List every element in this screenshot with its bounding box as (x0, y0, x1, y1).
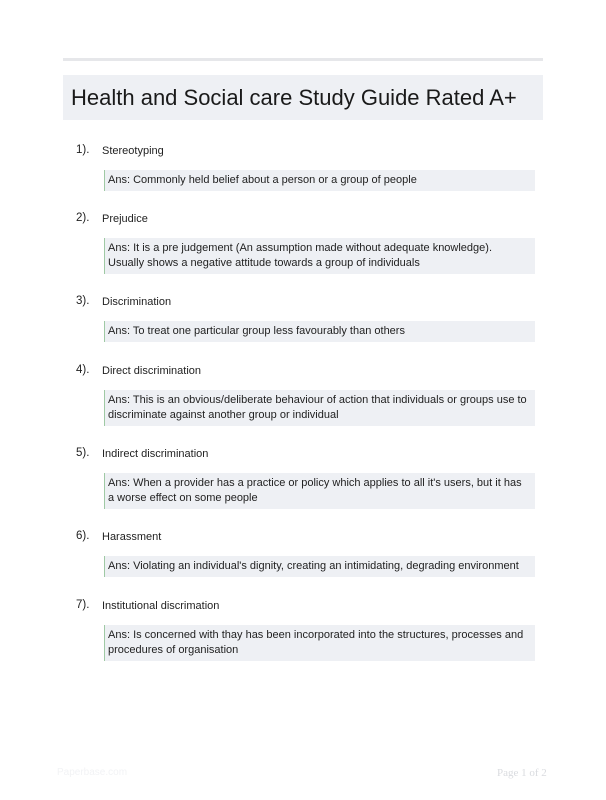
title-banner (63, 75, 543, 120)
answer-box: Ans: When a provider has a practice or policy which applies to all it's users, but it has a worse effect on some people (104, 473, 535, 509)
question-number: 2). (76, 212, 90, 224)
question-row (63, 599, 543, 617)
answer-box: Ans: Violating an individual's dignity, creating an intimidating, degrading environment (104, 556, 535, 577)
qa-item-6 (63, 530, 543, 572)
answer-box: Ans: This is an obvious/deliberate behaviour of action that individuals or groups use to discriminate against another group or individual (104, 390, 535, 426)
question-text: Harassment (102, 531, 162, 543)
question-row (63, 530, 543, 548)
question-text: Institutional discrimation (102, 600, 220, 612)
question-row (63, 295, 543, 313)
question-text: Stereotyping (102, 145, 164, 157)
page-indicator: Page 1 of 2 (497, 767, 547, 779)
question-text: Direct discrimination (102, 365, 202, 377)
qa-item-1 (63, 144, 543, 186)
page-title: Health and Social care Study Guide Rated A+ (71, 84, 517, 110)
question-row (63, 447, 543, 465)
qa-item-2 (63, 212, 543, 269)
question-row (63, 144, 543, 162)
question-row (63, 212, 543, 230)
answer-box: Ans: Is concerned with thay has been incorporated into the structures, processes and procedures of organisation (104, 625, 535, 661)
qa-item-5 (63, 447, 543, 504)
question-number: 6). (76, 530, 90, 542)
top-divider (63, 58, 543, 61)
question-number: 5). (76, 447, 90, 459)
qa-item-4 (63, 364, 543, 421)
qa-item-3 (63, 295, 543, 337)
question-row (63, 364, 543, 382)
question-number: 7). (76, 599, 90, 611)
question-text: Discrimination (102, 296, 172, 308)
question-text: Indirect discrimination (102, 448, 209, 460)
answer-box: Ans: It is a pre judgement (An assumption made without adequate knowledge). Usually shows a negative attitude towards a group of individuals (104, 238, 535, 274)
question-number: 3). (76, 295, 90, 307)
answer-box: Ans: Commonly held belief about a person or a group of people (104, 170, 535, 191)
answer-box: Ans: To treat one particular group less favourably than others (104, 321, 535, 342)
question-number: 1). (76, 144, 90, 156)
question-text: Prejudice (102, 213, 148, 225)
qa-item-7 (63, 599, 543, 656)
footer-watermark: Paperbase.com (57, 767, 128, 778)
question-number: 4). (76, 364, 90, 376)
